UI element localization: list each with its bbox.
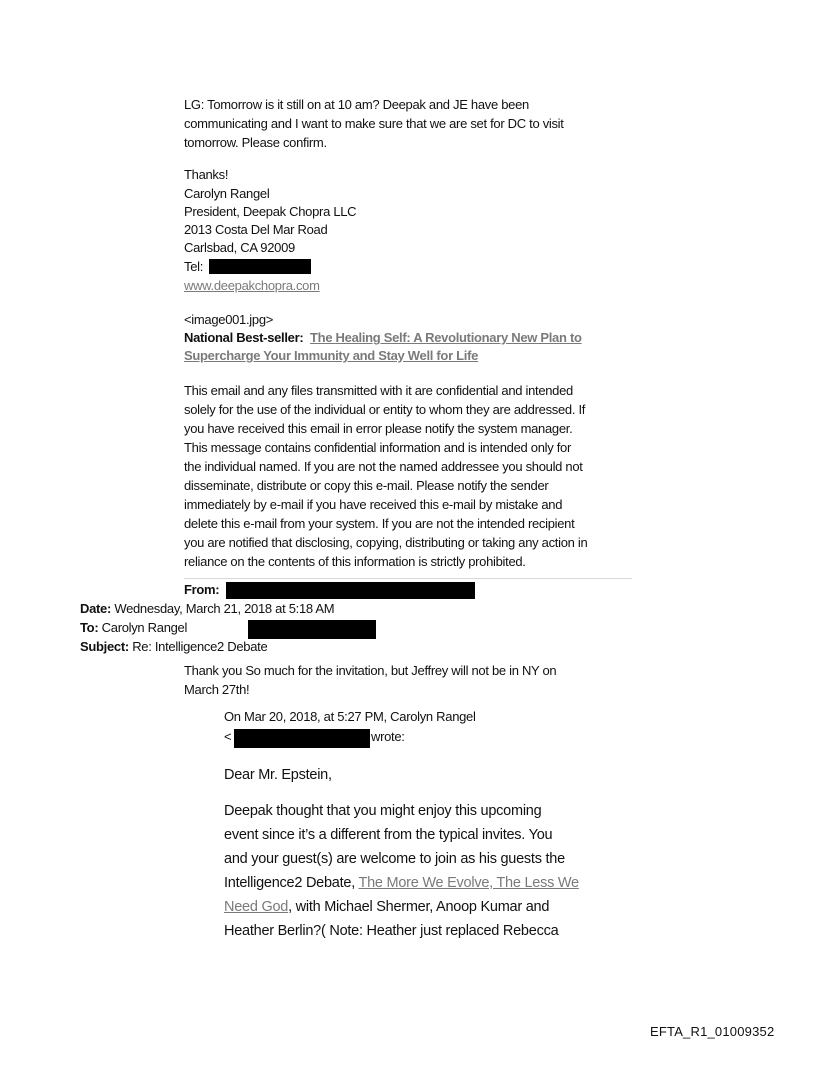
body-line: tomorrow. Please confirm. bbox=[184, 135, 327, 150]
quote-line: Deepak thought that you might enjoy this upcoming bbox=[224, 803, 542, 819]
disclaimer-line: disseminate, distribute or copy this e-mail. Please notify the sender bbox=[184, 478, 549, 493]
quote-line bbox=[224, 872, 579, 894]
book-link[interactable]: The Healing Self: A Revolutionary New Plan to bbox=[310, 330, 582, 345]
disclaimer-line: delete this e-mail from your system. If you are not the intended recipient bbox=[184, 516, 575, 531]
disclaimer-line: This message contains confidential information and is intended only for bbox=[184, 440, 571, 455]
website-link[interactable]: www.deepakchopra.com bbox=[184, 278, 320, 293]
disclaimer-line: reliance on the contents of this information is strictly prohibited. bbox=[184, 554, 526, 569]
redaction-box bbox=[226, 582, 475, 599]
body-line: LG: Tomorrow is it still on at 10 am? Deepak and JE have been bbox=[184, 97, 529, 112]
subject-label: Subject: bbox=[80, 639, 129, 654]
disclaimer-line: the individual named. If you are not the named addressee you should not bbox=[184, 459, 583, 474]
redaction-box bbox=[248, 620, 376, 639]
disclaimer-line: immediately by e-mail if you have received this e-mail by mistake and bbox=[184, 497, 563, 512]
to-label: To: bbox=[80, 620, 99, 635]
reply-line: Thank you So much for the invitation, but Jeffrey will not be in NY on bbox=[184, 663, 557, 678]
signature-tel-label: Tel: bbox=[184, 259, 204, 274]
body-line: communicating and I want to make sure that we are set for DC to visit bbox=[184, 116, 564, 131]
book-link[interactable]: Supercharge Your Immunity and Stay Well for Life bbox=[184, 348, 479, 363]
quote-attribution-wrote: wrote: bbox=[371, 729, 405, 744]
disclaimer-line: This email and any files transmitted with it are confidential and intended bbox=[184, 383, 573, 398]
quote-line: and your guest(s) are welcome to join as his guests the bbox=[224, 851, 565, 867]
bestseller-line bbox=[184, 329, 582, 347]
to-line bbox=[80, 619, 187, 637]
subject-line bbox=[80, 638, 267, 656]
quote-text: , with Michael Shermer, Anoop Kumar and bbox=[288, 899, 550, 915]
date-line bbox=[80, 600, 334, 618]
disclaimer-line: you have received this email in error please notify the system manager. bbox=[184, 421, 573, 436]
date-value: Wednesday, March 21, 2018 at 5:18 AM bbox=[114, 601, 335, 616]
reply-line: March 27th! bbox=[184, 682, 250, 697]
disclaimer-line: you are notified that disclosing, copying, distributing or taking any action in bbox=[184, 535, 588, 550]
quote-attribution-open: < bbox=[224, 729, 232, 744]
quote-greeting: Dear Mr. Epstein, bbox=[224, 767, 332, 783]
redaction-box bbox=[209, 259, 311, 274]
image-placeholder: <image001.jpg> bbox=[184, 312, 274, 327]
signature-title: President, Deepak Chopra LLC bbox=[184, 204, 357, 219]
divider bbox=[184, 578, 632, 579]
redaction-box bbox=[234, 729, 370, 748]
quote-line bbox=[224, 896, 549, 918]
date-label: Date: bbox=[80, 601, 112, 616]
disclaimer-line: solely for the use of the individual or entity to whom they are addressed. If bbox=[184, 402, 586, 417]
quote-line: Heather Berlin?( Note: Heather just replaced Rebecca bbox=[224, 923, 559, 939]
bestseller-label: National Best-seller: bbox=[184, 330, 304, 345]
signature-address1: 2013 Costa Del Mar Road bbox=[184, 222, 328, 237]
quote-text: Intelligence2 Debate, bbox=[224, 875, 359, 891]
signature-address2: Carlsbad, CA 92009 bbox=[184, 240, 295, 255]
signature-name: Carolyn Rangel bbox=[184, 186, 270, 201]
subject-value: Re: Intelligence2 Debate bbox=[132, 639, 268, 654]
document-id: EFTA_R1_01009352 bbox=[650, 1024, 775, 1039]
to-value: Carolyn Rangel bbox=[101, 620, 188, 635]
debate-link[interactable]: The More We Evolve, The Less We bbox=[358, 875, 579, 891]
quote-line: event since it’s a different from the typical invites. You bbox=[224, 827, 553, 843]
from-label: From: bbox=[184, 582, 220, 597]
quote-attribution: On Mar 20, 2018, at 5:27 PM, Carolyn Rangel bbox=[224, 709, 476, 724]
signature-thanks: Thanks! bbox=[184, 167, 229, 182]
debate-link[interactable]: Need God bbox=[224, 899, 289, 915]
